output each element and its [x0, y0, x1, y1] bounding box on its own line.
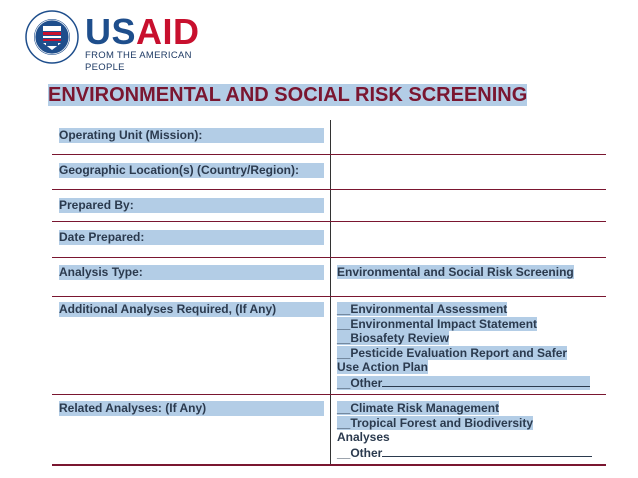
- option-environmental-impact-statement[interactable]: __Environmental Impact Statement: [337, 316, 538, 331]
- usaid-logo: [85, 11, 200, 74]
- option-climate-risk-management[interactable]: __Climate Risk Management: [337, 401, 500, 415]
- screening-form: [52, 120, 606, 466]
- related-other-underline: [382, 445, 592, 457]
- row-prepared-by: [52, 190, 606, 222]
- row-date-prepared: [52, 222, 606, 258]
- usaid-seal-icon: [25, 10, 79, 64]
- option-tropical-forest-biodiversity[interactable]: __Tropical Forest and Biodiversity: [337, 415, 534, 430]
- geographic-location-label: Geographic Location(s) (Country/Region):: [59, 163, 324, 178]
- option-pesticide-evaluation-cont: Use Action Plan: [337, 360, 428, 374]
- option-environmental-assessment[interactable]: __Environmental Assessment: [337, 302, 508, 316]
- row-geographic-location: [52, 155, 606, 190]
- other-underline: [382, 375, 590, 387]
- row-related-analyses: [52, 395, 606, 466]
- related-analyses-label: Related Analyses: (If Any): [59, 401, 324, 416]
- option-other[interactable]: __Other: [337, 375, 599, 391]
- option-biosafety-review[interactable]: __Biosafety Review: [337, 331, 450, 345]
- analysis-type-value: Environmental and Social Risk Screening: [337, 265, 574, 279]
- option-related-other[interactable]: __Other: [337, 445, 599, 461]
- analysis-type-label: Analysis Type:: [59, 265, 324, 280]
- row-additional-analyses: [52, 297, 606, 395]
- page-title: ENVIRONMENTAL AND SOCIAL RISK SCREENING: [48, 84, 528, 106]
- prepared-by-label: Prepared By:: [59, 198, 324, 213]
- operating-unit-label: Operating Unit (Mission):: [59, 128, 324, 143]
- logo-tagline: FROM THE AMERICAN PEOPLE: [85, 50, 192, 73]
- row-analysis-type: [52, 258, 606, 297]
- option-tropical-forest-cont: Analyses: [337, 430, 390, 444]
- related-analyses-options: [337, 401, 599, 460]
- date-prepared-label: Date Prepared:: [59, 230, 324, 245]
- row-operating-unit: [52, 120, 606, 155]
- logo-wordmark: USAID: [85, 11, 200, 52]
- additional-analyses-label: Additional Analyses Required, (If Any): [59, 302, 324, 317]
- option-pesticide-evaluation[interactable]: __Pesticide Evaluation Report and Safer: [337, 345, 568, 360]
- additional-analyses-options: [337, 302, 599, 390]
